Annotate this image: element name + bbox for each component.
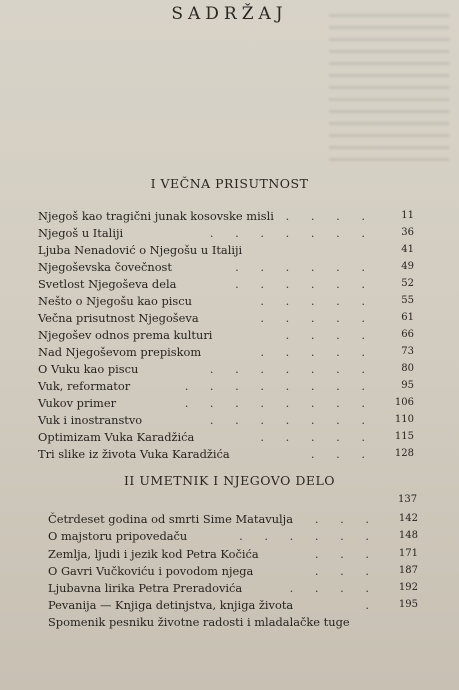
toc-entry-title: Vuk, reformator <box>38 379 131 393</box>
toc-entry <box>48 563 418 579</box>
toc-entry-title: Pevanija — Knjiga detinjstva, knjiga života <box>48 598 294 612</box>
toc-entry-leader: . . . . . . . <box>209 413 374 427</box>
toc-entry-page-number: 73 <box>401 346 414 357</box>
toc-entry-title: O Vuku kao piscu <box>38 362 139 376</box>
toc-entry-title: Nešto o Njegošu kao piscu <box>38 294 192 308</box>
toc-entry-page-number: 106 <box>394 397 414 408</box>
toc-entry-page-number: 148 <box>398 530 418 541</box>
toc-entry <box>48 580 418 596</box>
toc-entry-leader: . . . . . . <box>235 260 374 274</box>
toc-entry <box>38 378 414 394</box>
toc-entry <box>38 242 414 258</box>
toc-entry <box>38 310 414 326</box>
toc-entry-leader: . . . . . <box>260 294 374 308</box>
toc-entry-leader: . . . . . <box>260 311 374 325</box>
toc-entry-leader: . . . <box>314 564 378 578</box>
toc-entry-page-number: 195 <box>398 599 418 610</box>
page-title: SADRŽAJ <box>171 4 288 24</box>
toc-entry-leader: . . . . . <box>260 430 374 444</box>
toc-entry-title: Ljuba Nenadović o Njegošu u Italiji <box>38 243 243 257</box>
toc-entry-title: Tri slike iz života Vuka Karadžića <box>38 447 230 461</box>
toc-entry <box>48 546 418 562</box>
toc-entry-leader: . <box>365 598 378 612</box>
toc-entry-leader: . . . <box>314 512 378 526</box>
toc-entry-leader: . . . <box>314 547 378 561</box>
toc-entry-page-number: 49 <box>401 261 414 272</box>
section-heading-2-page: 137 <box>398 494 418 505</box>
toc-entry-page-number: 142 <box>398 513 418 524</box>
toc-entry <box>38 327 414 343</box>
toc-entry <box>38 293 414 309</box>
toc-entry-leader: . . . . . . . <box>209 362 374 376</box>
toc-entry-page-number: 128 <box>394 448 414 459</box>
toc-entry <box>48 511 418 527</box>
toc-entry-leader: . . . . . . . <box>209 226 374 240</box>
toc-entry <box>38 395 414 411</box>
toc-entry-title: O Gavri Vučkoviću i povodom njega <box>48 564 254 578</box>
toc-entry-leader: . . . . <box>285 328 374 342</box>
toc-entry <box>38 276 414 292</box>
toc-entry-page-number: 61 <box>401 312 414 323</box>
toc-entry-page-number: 36 <box>401 227 414 238</box>
toc-entry <box>48 614 418 630</box>
toc-entry-title: Svetlost Njegoševa dela <box>38 277 177 291</box>
toc-entry-leader: . . . . . . <box>235 277 374 291</box>
section-heading-1: I VEČNA PRISUTNOST <box>150 176 309 191</box>
toc-entry-page-number: 192 <box>398 582 418 593</box>
toc-entry-title: Zemlja, ljudi i jezik kod Petra Kočića <box>48 547 259 561</box>
toc-entry <box>38 429 414 445</box>
toc-entry-title: Spomenik pesniku životne radosti i mladalačke tuge <box>48 615 350 629</box>
toc-entry-title: Njegoševska čovečnost <box>38 260 172 274</box>
toc-entry <box>38 361 414 377</box>
toc-entry-leader: . . . . <box>285 209 374 223</box>
toc-entry-leader: . . . . <box>289 581 378 595</box>
toc-entry-title: Njegošev odnos prema kulturi <box>38 328 213 342</box>
toc-entry-title: Vukov primer <box>38 396 117 410</box>
toc-entry-title: Četrdeset godina od smrti Sime Matavulja <box>48 512 293 526</box>
toc-entry-title: Njegoš kao tragični junak kosovske misli <box>38 209 274 223</box>
toc-entry-page-number: 80 <box>401 363 414 374</box>
section-heading-2: II UMETNIK I NJEGOVO DELO <box>123 473 336 488</box>
toc-entry <box>38 412 414 428</box>
toc-entry-title: Vuk i inostranstvo <box>38 413 143 427</box>
toc-entry-title: Ljubavna lirika Petra Preradovića <box>48 581 243 595</box>
toc-entry <box>38 208 414 224</box>
toc-entry-leader: . . . . . . . . <box>184 396 374 410</box>
toc-entry-title: Optimizam Vuka Karadžića <box>38 430 195 444</box>
toc-entry-page-number: 52 <box>401 278 414 289</box>
toc-entry-page-number: 187 <box>398 565 418 576</box>
toc-entry-title: Večna prisutnost Njegoševa <box>38 311 199 325</box>
toc-entry <box>48 528 418 544</box>
toc-entry-title: Nad Njegoševom prepiskom <box>38 345 202 359</box>
toc-entry-leader: . . . . . <box>260 345 374 359</box>
toc-entry-page-number: 95 <box>401 380 414 391</box>
toc-entry <box>48 597 418 613</box>
toc-entry-page-number: 41 <box>401 244 414 255</box>
toc-entry-page-number: 171 <box>398 548 418 559</box>
toc-entry-page-number: 110 <box>394 414 414 425</box>
toc-entry <box>38 344 414 360</box>
toc-entry-leader: . . . <box>310 447 374 461</box>
toc-entry-leader: . . . . . . . . <box>184 379 374 393</box>
toc-entry-leader: . . . . . . <box>239 529 378 543</box>
toc-entry <box>38 446 414 462</box>
toc-entry-title: Njegoš u Italiji <box>38 226 124 240</box>
toc-entry-title: O majstoru pripovedaču <box>48 529 188 543</box>
toc-entry-page-number: 115 <box>394 431 414 442</box>
toc-entry-page-number: 11 <box>401 210 414 221</box>
toc-entry <box>38 259 414 275</box>
toc-entry-page-number: 55 <box>401 295 414 306</box>
toc-entry-page-number: 66 <box>401 329 414 340</box>
toc-entry <box>38 225 414 241</box>
